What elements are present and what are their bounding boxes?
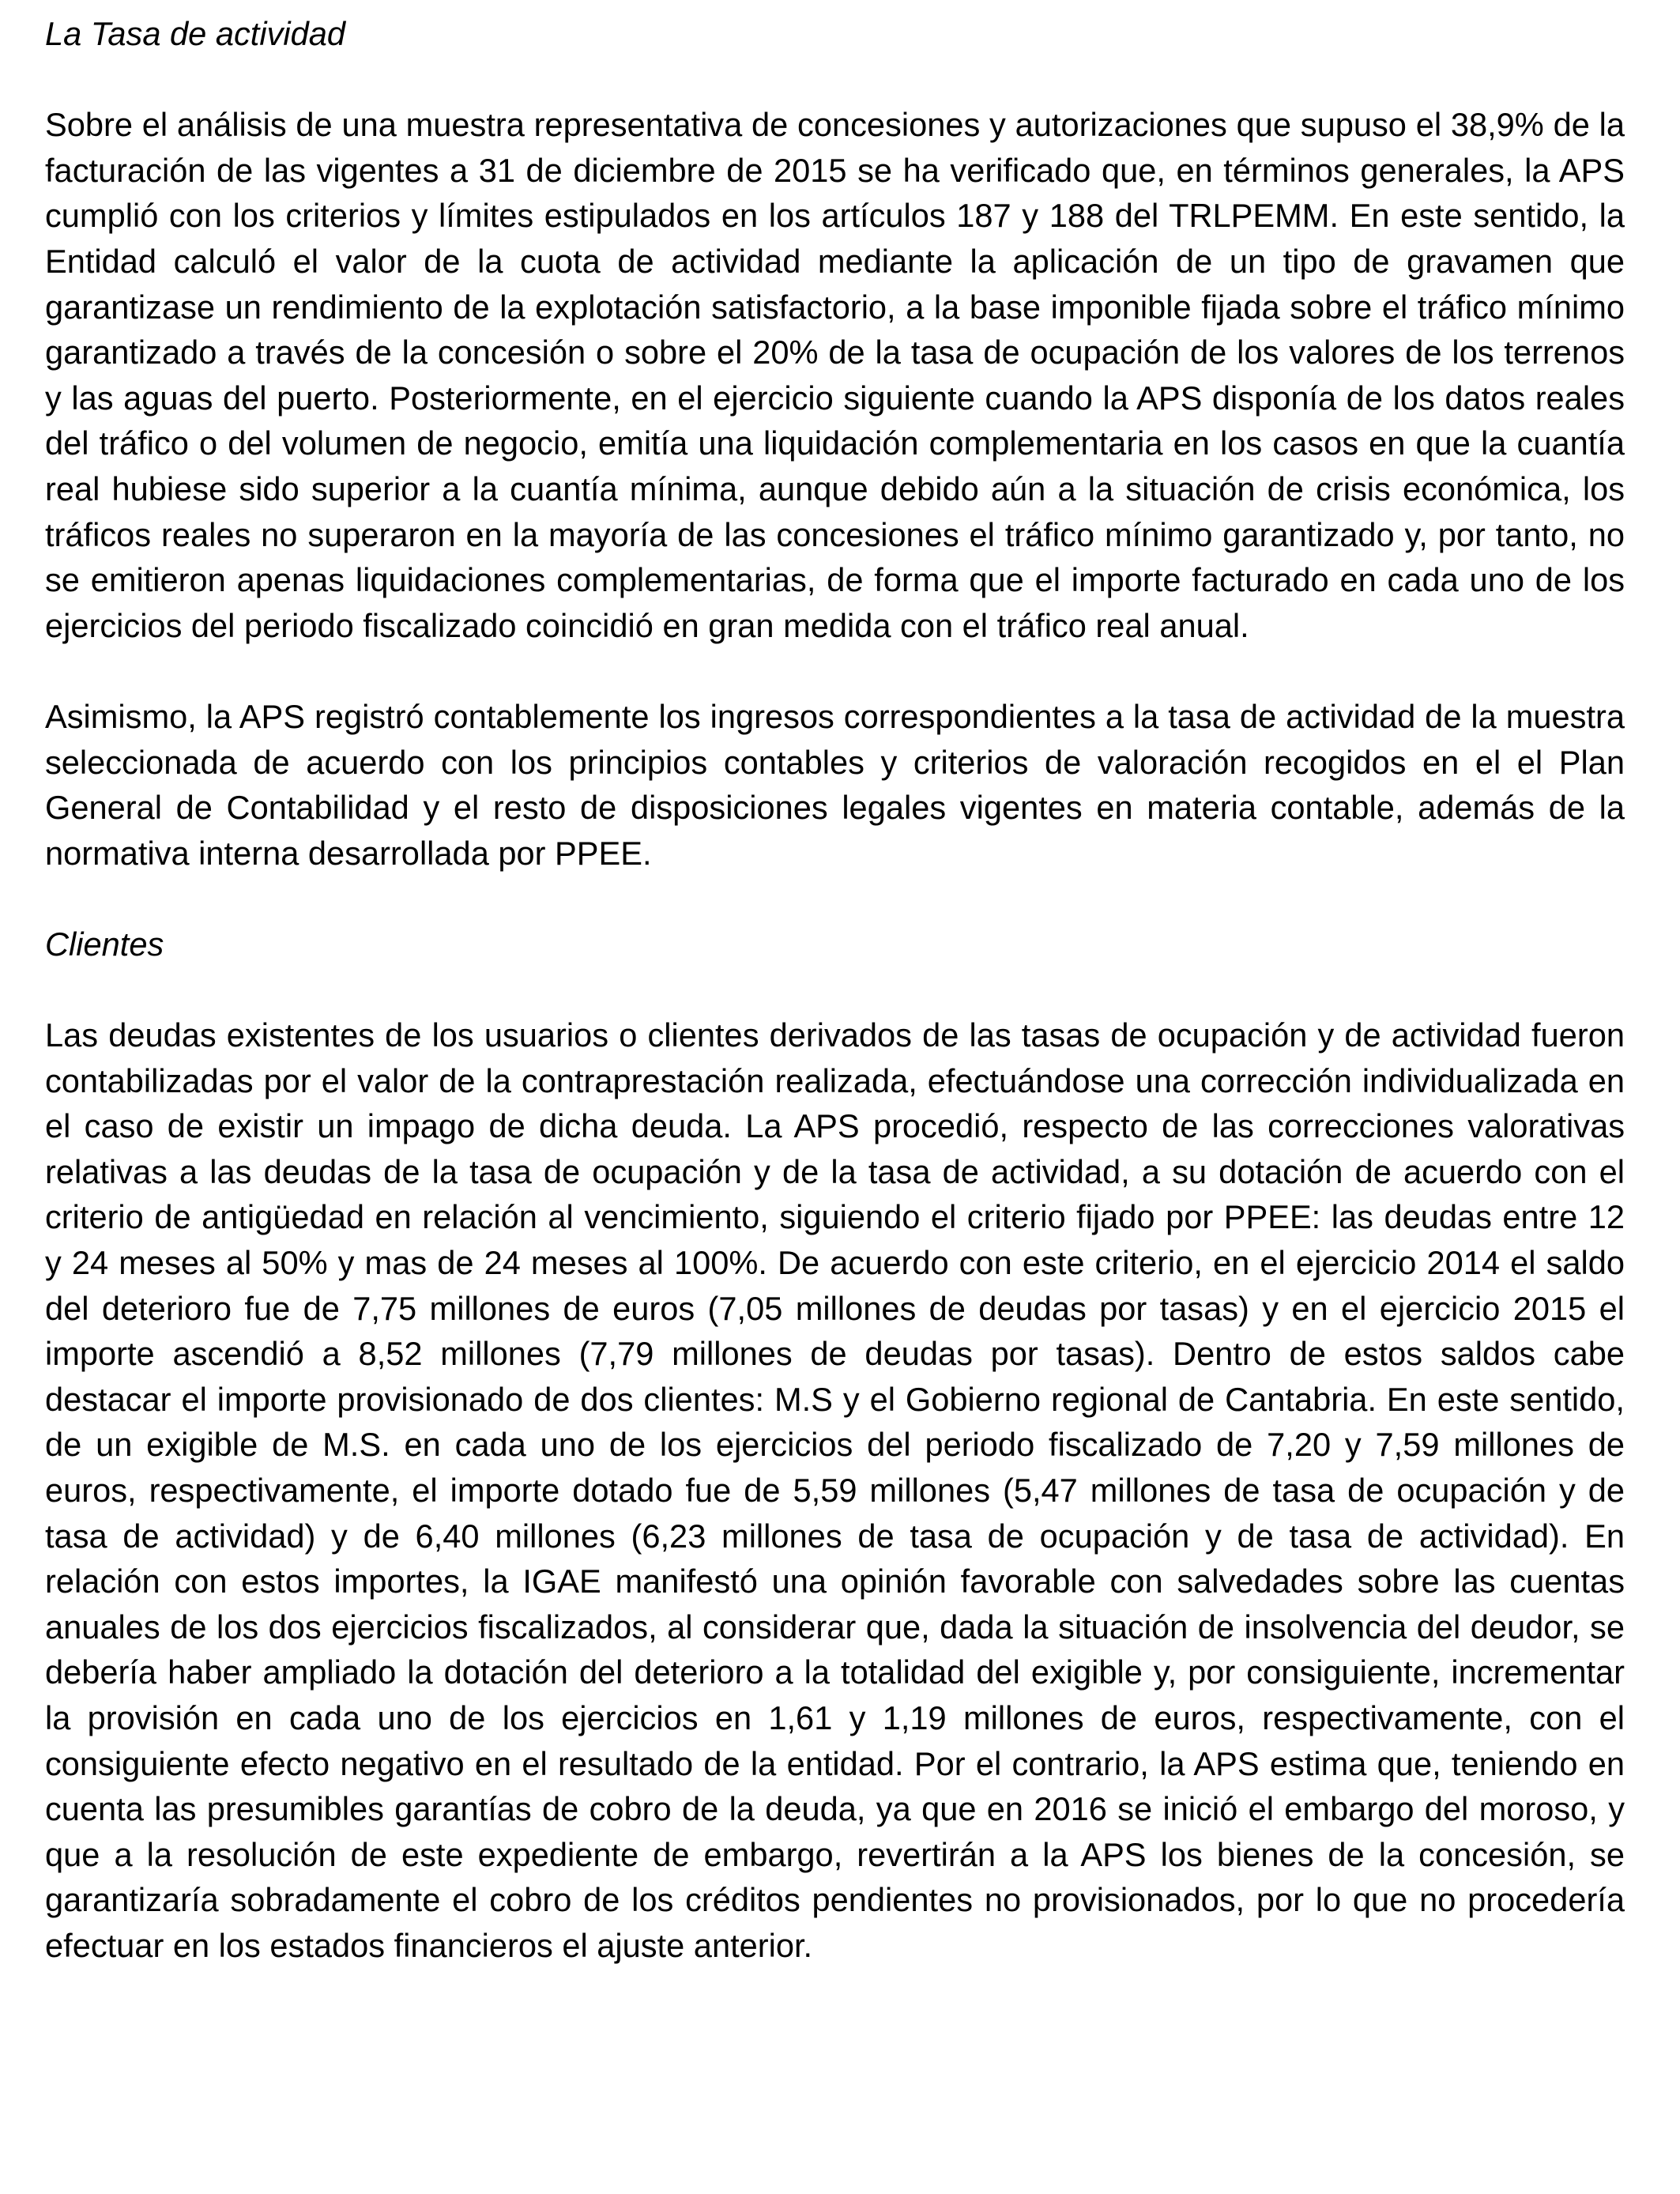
- paragraph-spacer: [45, 876, 1625, 922]
- paragraph-clientes: Las deudas existentes de los usuarios o clientes derivados de las tasas de ocupación y de actividad fueron contabilizadas por el valor de la contraprestación realizada, efectuándose una corrección individualizada en el caso de existir un impago de dicha deuda. La APS procedió, respecto de las correcciones valorativas relativas a las deudas de la tasa de ocupación y de la tasa de actividad, a su dotación de acuerdo con el criterio de antigüedad en relación al vencimiento, siguiendo el criterio fijado por PPEE: las deudas entre 12 y 24 meses al 50% y mas de 24 meses al 100%. De acuerdo con este criterio, en el ejercicio 2014 el saldo del deterioro fue de 7,75 millones de euros (7,05 millones de deudas por tasas) y en el ejercicio 2015 el importe ascendió a 8,52 millones (7,79 millones de deudas por tasas). Dentro de estos saldos cabe destacar el importe provisionado de dos clientes: M.S y el Gobierno regional de Cantabria. En este sentido, de un exigible de M.S. en cada uno de los ejercicios del periodo fiscalizado de 7,20 y 7,59 millones de euros, respectivamente, el importe dotado fue de 5,59 millones (5,47 millones de tasa de ocupación y de tasa de actividad) y de 6,40 millones (6,23 millones de tasa de ocupación y de tasa de actividad). En relación con estos importes, la IGAE manifestó una opinión favorable con salvedades sobre las cuentas anuales de los dos ejercicios fiscalizados, al considerar que, dada la situación de insolvencia del deudor, se debería haber ampliado la dotación del deterioro a la totalidad del exigible y, por consiguiente, incrementar la provisión en cada uno de los ejercicios en 1,61 y 1,19 millones de euros, respectivamente, con el consiguiente efecto negativo en el resultado de la entidad. Por el contrario, la APS estima que, teniendo en cuenta las presumibles garantías de cobro de la deuda, ya que en 2016 se inició el embargo del moroso, y que a la resolución de este expediente de embargo, revertirán a la APS los bienes de la concesión, se garantizaría sobradamente el cobro de los créditos pendientes no provisionados, por lo que no procedería efectuar en los estados financieros el ajuste anterior.: [45, 1016, 1625, 1964]
- paragraph-tasa-actividad-1: Sobre el análisis de una muestra representativa de concesiones y autorizaciones que supuso el 38,9% de la facturación de las vigentes a 31 de diciembre de 2015 se ha verificado que, en términos generales, la APS cumplió con los criterios y límites estipulados en los artículos 187 y 188 del TRLPEMM. En este sentido, la Entidad calculó el valor de la cuota de actividad mediante la aplicación de un tipo de gravamen que garantizase un rendimiento de la explotación satisfactorio, a la base imponible fijada sobre el tráfico mínimo garantizado a través de la concesión o sobre el 20% de la tasa de ocupación de los valores de los terrenos y las aguas del puerto. Posteriormente, en el ejercicio siguiente cuando la APS disponía de los datos reales del tráfico o del volumen de negocio, emitía una liquidación complementaria en los casos en que la cuantía real hubiese sido superior a la cuantía mínima, aunque debido aún a la situación de crisis económica, los tráficos reales no superaron en la mayoría de las concesiones el tráfico mínimo garantizado y, por tanto, no se emitieron apenas liquidaciones complementarias, de forma que el importe facturado en cada uno de los ejercicios del periodo fiscalizado coincidió en gran medida con el tráfico real anual.: [45, 106, 1625, 644]
- paragraph-tasa-actividad-2: Asimismo, la APS registró contablemente los ingresos correspondientes a la tasa de actividad de la muestra seleccionada de acuerdo con los principios contables y criterios de valoración recogidos en el el Plan General de Contabilidad y el resto de disposiciones legales vigentes en materia contable, además de la normativa interna desarrollada por PPEE.: [45, 697, 1625, 872]
- document-page: [45, 0, 1625, 1969]
- section-heading-clientes: Clientes: [45, 925, 164, 963]
- paragraph-spacer: [45, 967, 1625, 1012]
- section-heading-tasa-actividad: La Tasa de actividad: [45, 15, 346, 52]
- paragraph-spacer: [45, 648, 1625, 694]
- paragraph-spacer: [45, 57, 1625, 103]
